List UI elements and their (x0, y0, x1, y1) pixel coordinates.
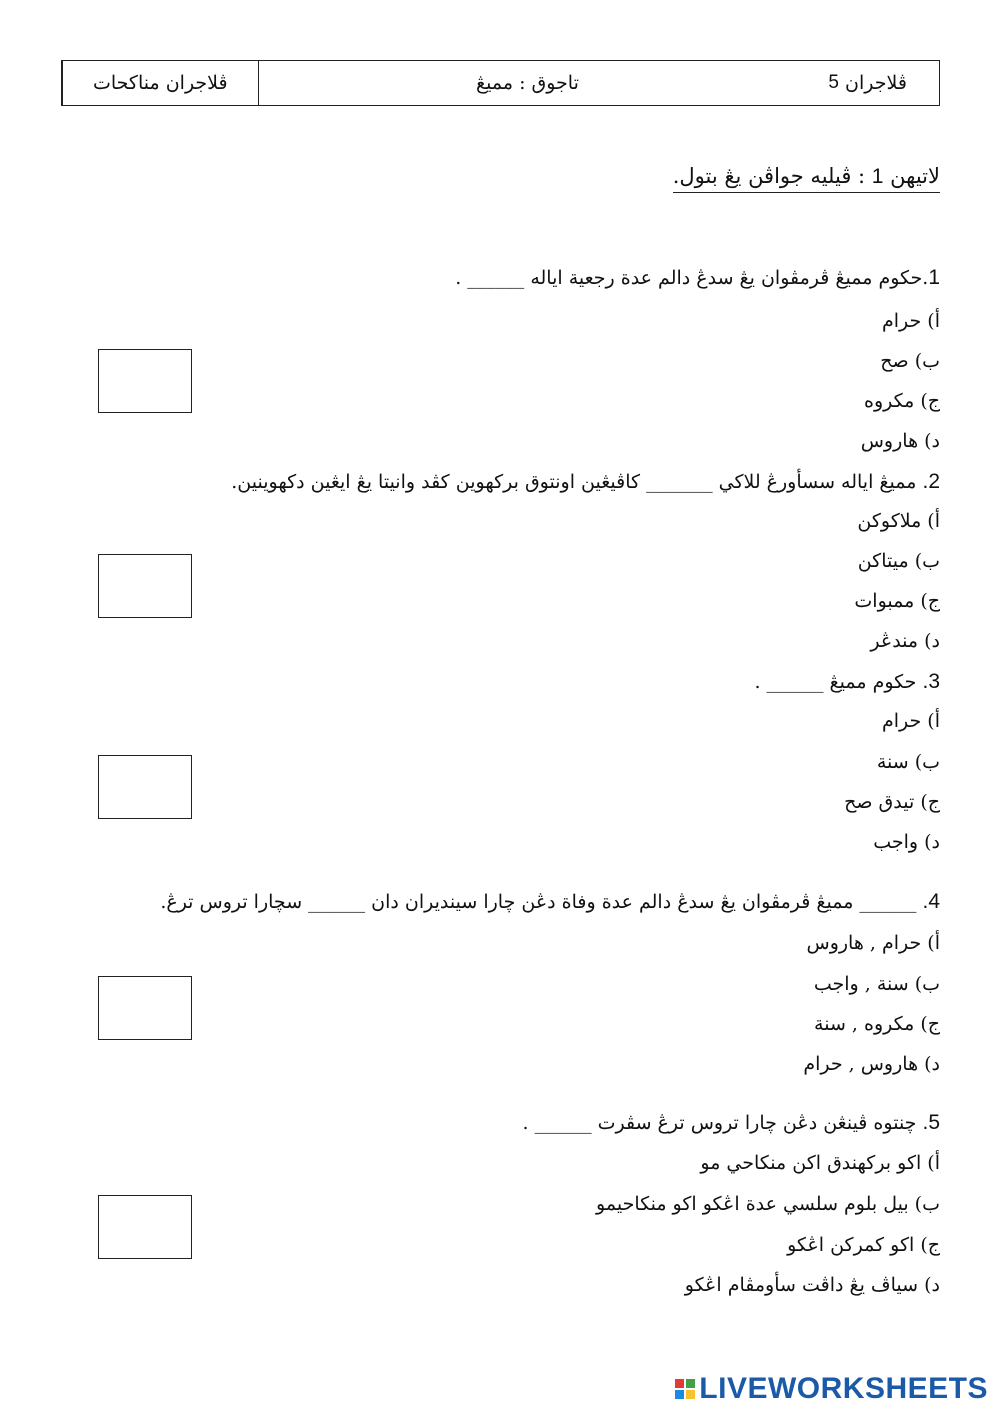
question-text: .حكوم مميڠ ڤرمڤوان يڠ سدڠ دالم عدة رجعية اياله ______ . (455, 267, 929, 289)
option-b: ب) ميتاكن (857, 550, 940, 572)
class-number: 5 (828, 72, 839, 93)
option-c: ج) ممبوات (854, 590, 940, 612)
question-number: 4. (922, 890, 940, 913)
option-b: ب) صح (880, 350, 940, 372)
option-b: ب) بيل بلوم سلسي عدة اڠكو اكو منكاحيمو (596, 1193, 940, 1215)
option-a: أ) حرام , هاروس (806, 932, 940, 954)
section-title (673, 164, 940, 193)
answer-box-1[interactable] (98, 349, 192, 413)
subject-label: ڤلاجران مناكحات (92, 72, 228, 94)
option-d: د) سياڤ يڠ داڤت سأومڤام اڠكو (684, 1274, 940, 1296)
question-text: چنتوه ڤينڠن دڠن چارا تروس ترڠ سڤرت ______ . (522, 1112, 917, 1134)
question-number: 1 (928, 266, 940, 289)
answer-box-5[interactable] (98, 1195, 192, 1259)
answer-box-3[interactable] (98, 755, 192, 819)
section-label: لاتيهن (890, 164, 940, 188)
liveworksheets-logo-icon (675, 1379, 695, 1399)
option-a: أ) اكو بركهندق اكن منكاحي مو (700, 1152, 940, 1174)
liveworksheets-logo (675, 1372, 988, 1406)
question-text: مميڠ اياله سسأورڠ للاكي _______ كاڤيڠين اونتوق بركهوين كڤد وانيتا يڠ ايڠين دكهوينين. (231, 471, 917, 493)
option-a: أ) ملاكوكن (857, 510, 940, 532)
question-text: ______ مميڠ ڤرمڤوان يڠ سدڠ دالم عدة وفاة دڠن چارا سينديران دان ______ سچارا تروس ترڠ. (160, 891, 917, 913)
option-d: د) هاروس (860, 430, 940, 452)
option-c: ج) اكو كمرکن اڠكو (787, 1234, 940, 1256)
topic-label: تاجوق : مميڠ (476, 72, 579, 94)
section-instruction: : ڤيليه جواڤن يڠ بتول. (672, 164, 866, 188)
class-label: ڤلاجران (845, 72, 907, 94)
option-d: د) هاروس , حرام (803, 1053, 940, 1075)
option-b: ب) سنة , واجب (813, 973, 940, 995)
liveworksheets-logo-text: LIVEWORKSHEETS (699, 1372, 988, 1405)
question-number: 2. (922, 470, 940, 493)
question-4 (160, 890, 940, 914)
logo-square (675, 1390, 684, 1399)
answer-box-4[interactable] (98, 976, 192, 1040)
class-cell (796, 61, 939, 105)
topic-cell (258, 61, 797, 105)
logo-square (675, 1379, 684, 1388)
option-c: ج) تيدق صح (844, 791, 940, 813)
question-text: حكوم مميڠ ______ . (754, 671, 917, 693)
option-b: ب) سنة (876, 751, 940, 773)
option-c: ج) مكروه (864, 390, 940, 412)
section-number: 1 (871, 165, 884, 188)
option-d: د) واجب (873, 831, 940, 853)
question-3 (754, 670, 940, 694)
option-d: د) مندڠر (870, 630, 940, 652)
header-table (61, 60, 940, 106)
logo-square (686, 1379, 695, 1388)
question-number: 3. (922, 670, 940, 693)
logo-square (686, 1390, 695, 1399)
option-a: أ) حرام (881, 710, 940, 732)
option-a: أ) حرام (881, 310, 940, 332)
question-number: 5. (922, 1111, 940, 1134)
question-5 (523, 1111, 941, 1135)
question-2 (231, 470, 940, 494)
option-c: ج) مكروه , سنة (814, 1013, 940, 1035)
question-1 (455, 266, 940, 290)
answer-box-2[interactable] (98, 554, 192, 618)
subject-cell (62, 61, 258, 105)
